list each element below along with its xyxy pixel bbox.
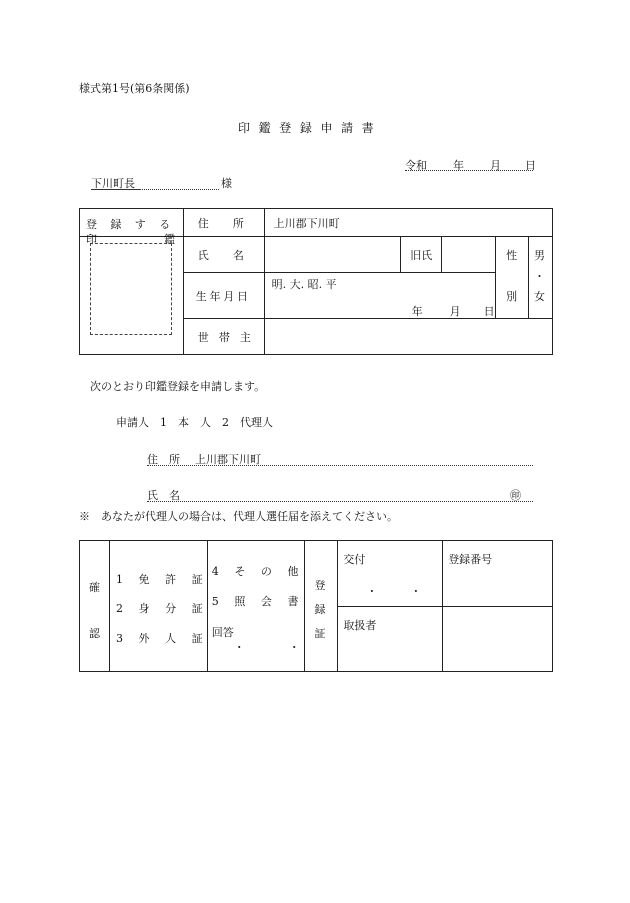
- dob-year: 年: [411, 305, 423, 318]
- id-docs-cell: [109, 541, 207, 672]
- sex-separator: ・: [534, 270, 545, 283]
- address-value[interactable]: 上川郡下川町: [264, 209, 552, 237]
- old-name-field[interactable]: [442, 237, 496, 273]
- confirm-label-2: 認: [89, 627, 100, 640]
- sex-male-option[interactable]: 男: [534, 249, 545, 262]
- seal-header-cell: [80, 209, 184, 246]
- sex-label-cell: [496, 237, 529, 319]
- sex-female-option[interactable]: 女: [534, 290, 545, 303]
- sex-label-2: 別: [506, 290, 518, 303]
- id-option-inquiry[interactable]: 5 照 会 書: [211, 595, 305, 608]
- sex-options-cell[interactable]: [529, 237, 553, 319]
- household-field[interactable]: [264, 319, 552, 355]
- seal-header-label: 登 録 す る: [86, 218, 176, 231]
- id-option-license[interactable]: 1 免 許 証: [115, 573, 209, 586]
- cert-label-2: 録: [314, 603, 326, 616]
- confirm-label-cell: [80, 541, 110, 672]
- addressee-name: 下川町長: [91, 175, 139, 190]
- name-label: 氏 名: [183, 237, 264, 273]
- document-title: 印 鑑 登 録 申 請 書: [238, 121, 377, 135]
- proxy-note: ※ あなたが代理人の場合は、代理人選任届を添えてください。: [79, 510, 398, 523]
- handler-label: 取扱者: [343, 619, 377, 632]
- seal-stamp-box[interactable]: [90, 243, 172, 335]
- old-name-label: 旧氏: [401, 237, 442, 273]
- form-reference: 様式第1号(第6条関係): [79, 82, 190, 95]
- dob-label: 生年月日: [183, 273, 264, 319]
- applicant-type[interactable]: 申請人 1 本 人 2 代理人: [116, 416, 273, 429]
- reply-date-field[interactable]: ・ ・: [233, 641, 300, 654]
- reg-no-cell[interactable]: [443, 541, 553, 607]
- applicant-address-value: 上川郡下川町: [195, 453, 261, 466]
- dob-eras: 明. 大. 昭. 平: [271, 278, 337, 291]
- cert-label-cell: [304, 541, 338, 672]
- household-label: 世 帯 主: [183, 319, 264, 355]
- name-field[interactable]: [264, 237, 401, 273]
- confirmation-table: [79, 540, 553, 672]
- date-year: 年: [453, 159, 464, 172]
- applicant-name-line[interactable]: [147, 487, 533, 502]
- handler-value-cell[interactable]: [443, 607, 553, 672]
- date-field[interactable]: [405, 157, 536, 172]
- confirm-label-1: 確: [89, 581, 100, 594]
- handler-cell[interactable]: [338, 607, 443, 672]
- registration-table: [79, 208, 553, 355]
- addressee-suffix: 様: [221, 177, 232, 190]
- seal-stamp-area[interactable]: [80, 237, 184, 355]
- issue-date-field[interactable]: ・ ・: [366, 585, 422, 598]
- dob-day: 日: [483, 305, 495, 318]
- issue-cell[interactable]: [338, 541, 443, 607]
- date-era: 令和: [405, 159, 427, 172]
- seal-header-label-b: 鑑: [164, 233, 175, 246]
- id-option-other[interactable]: 4 そ の 他: [211, 565, 305, 578]
- seal-header-label-a: 印: [86, 233, 97, 246]
- dob-field[interactable]: [264, 273, 495, 319]
- issue-label: 交付: [343, 553, 366, 566]
- date-day: 日: [525, 159, 536, 172]
- id-option-alien-card[interactable]: 3 外 人 証: [115, 632, 209, 645]
- reply-label: 回答: [211, 626, 234, 639]
- cert-label-3: 証: [314, 627, 326, 640]
- address-label: 住 所: [183, 209, 264, 237]
- dob-month: 月: [449, 305, 461, 318]
- addressee-line: [139, 175, 219, 190]
- date-month: 月: [490, 159, 501, 172]
- reg-no-label: 登録番号: [448, 553, 493, 566]
- id-option-id-card[interactable]: 2 身 分 証: [115, 602, 209, 615]
- seal-mark-icon: ㊞: [510, 489, 521, 502]
- applicant-address-label: 住 所: [147, 453, 180, 466]
- applicant-name-label: 氏 名: [147, 489, 180, 502]
- applicant-address-line[interactable]: [147, 451, 533, 466]
- request-statement: 次のとおり印鑑登録を申請します。: [90, 380, 266, 393]
- sex-label-1: 性: [506, 249, 518, 262]
- cert-label-1: 登: [314, 579, 326, 592]
- id-docs-cell-2: [207, 541, 304, 672]
